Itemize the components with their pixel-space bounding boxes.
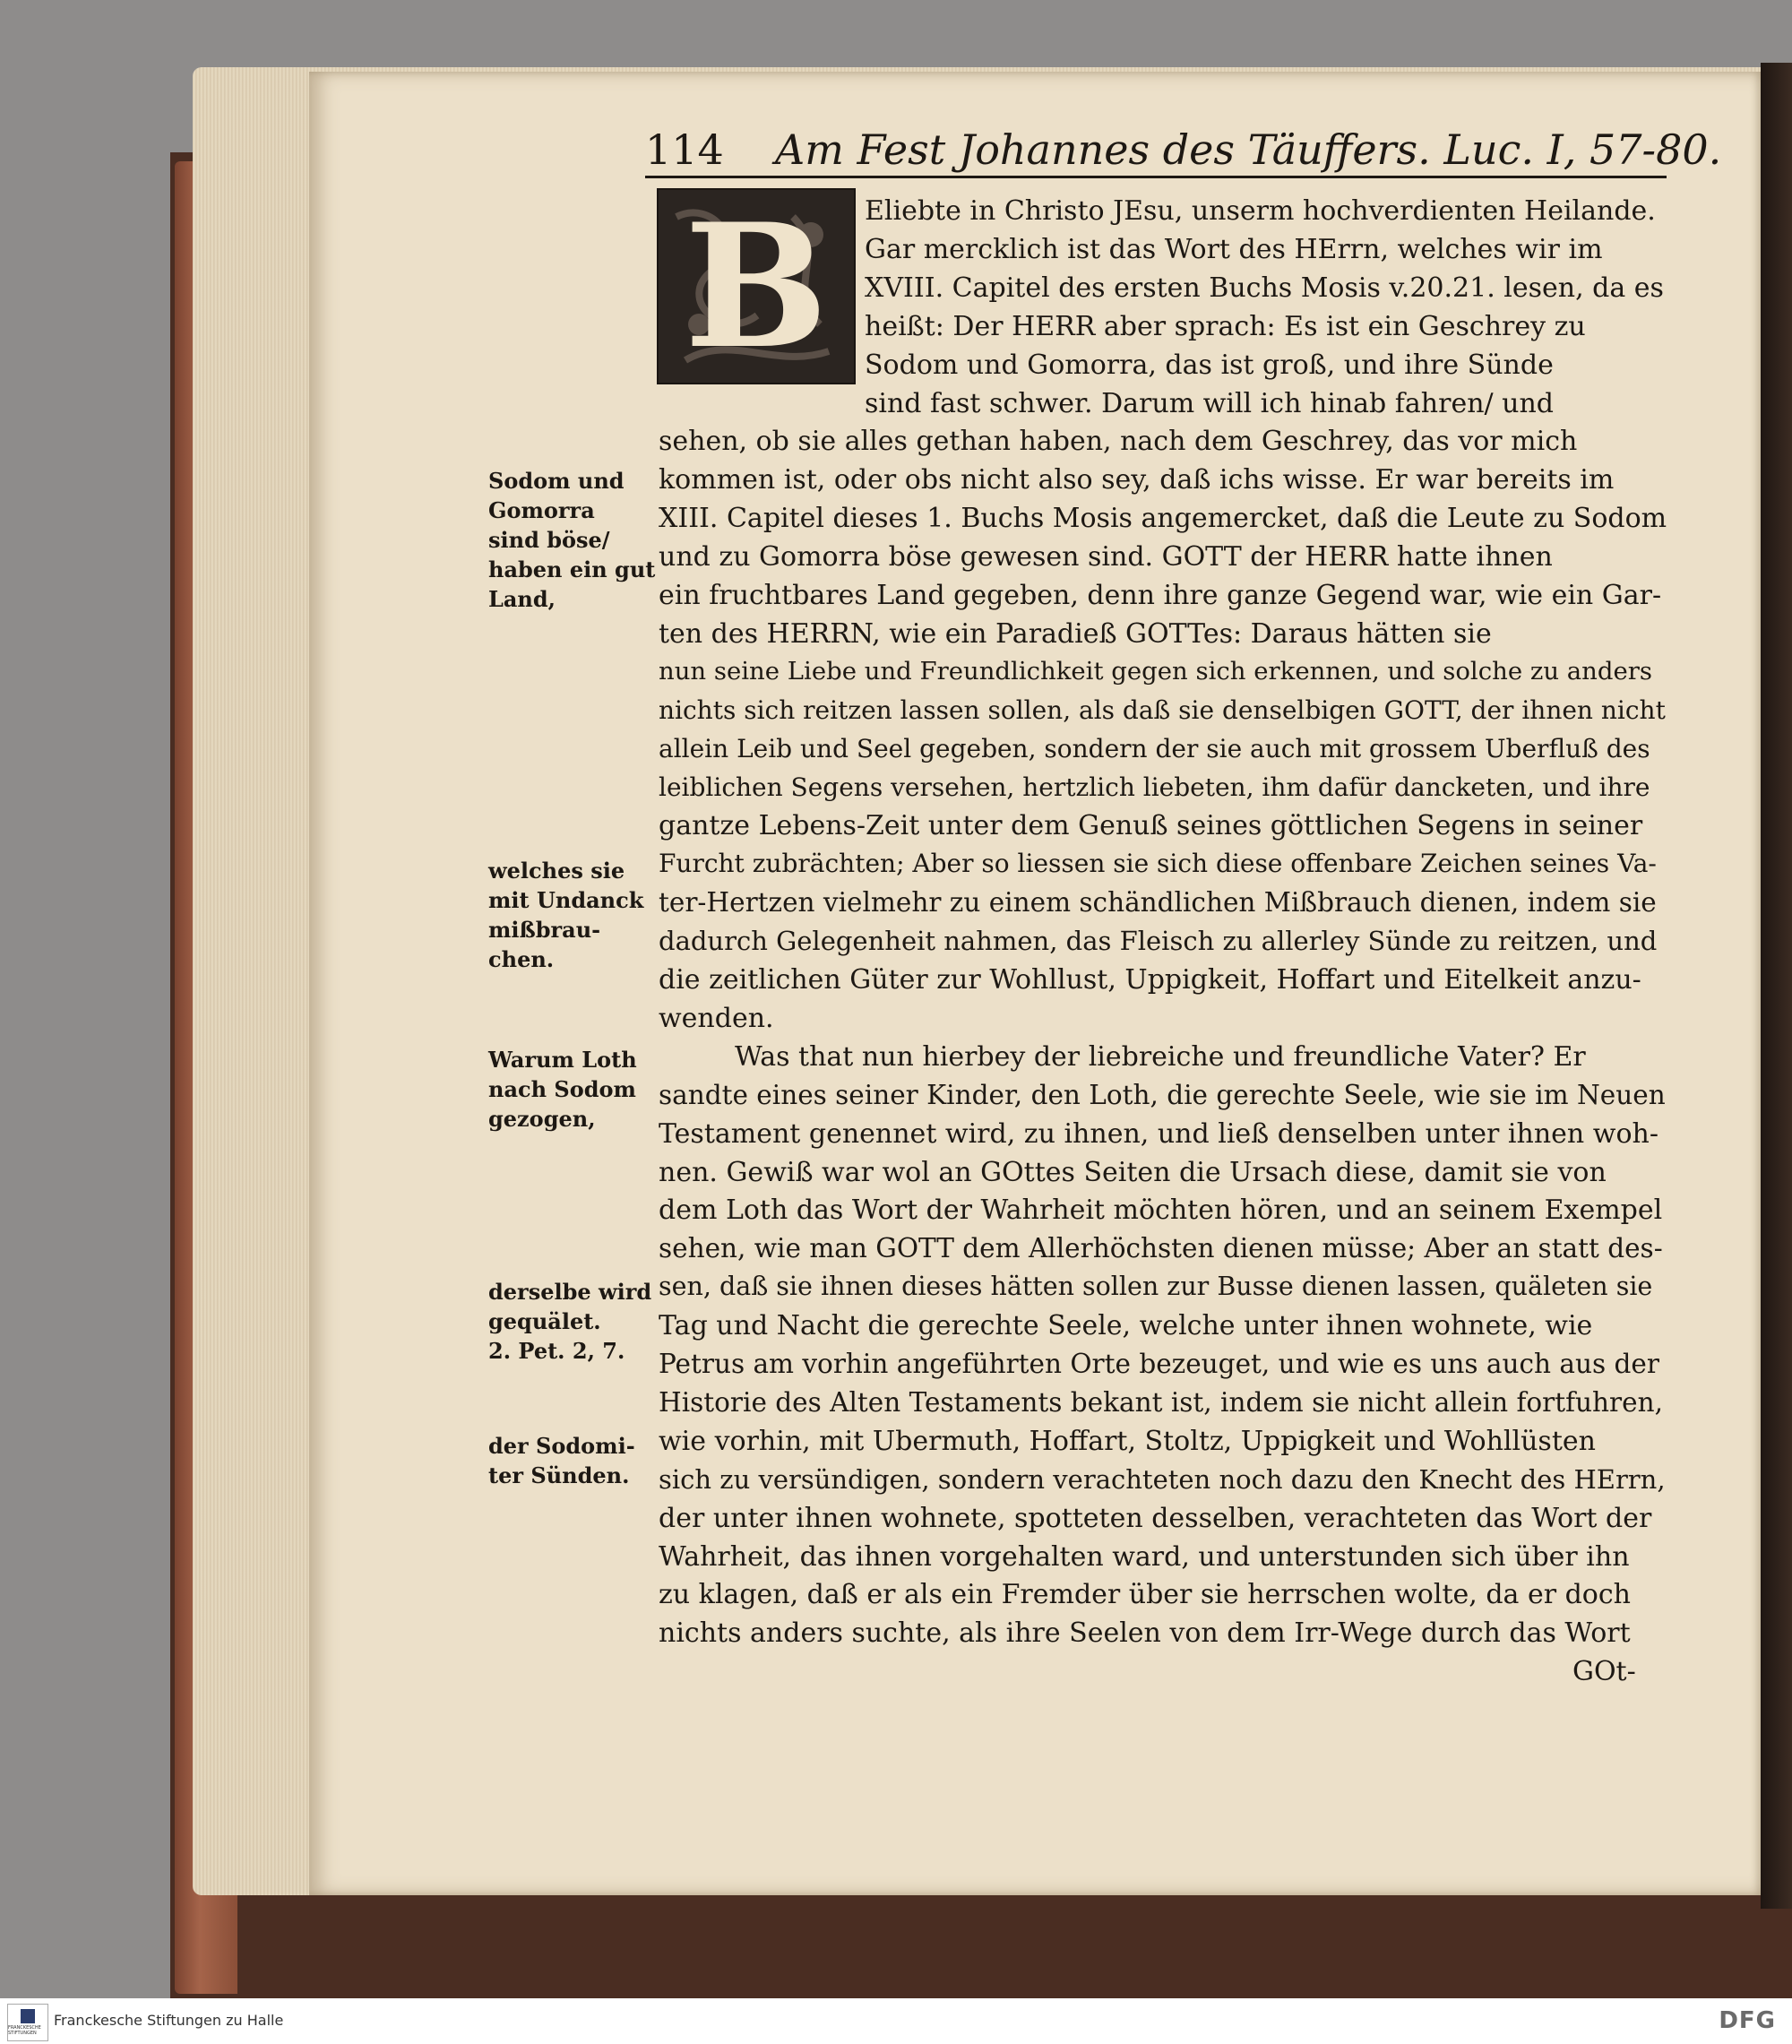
text-line: wie vorhin, mit Ubermuth, Hoffart, Stoltz, Uppigkeit und Wohllüsten bbox=[659, 1425, 1596, 1457]
text-line: sehen, wie man GOTT dem Allerhöchsten dienen müsse; Aber an statt des- bbox=[659, 1233, 1663, 1264]
text-line: kommen ist, oder obs nicht also sey, daß ichs wisse. Er war bereits im bbox=[659, 464, 1615, 496]
text-line: ten des HERRN, wie ein Paradieß GOTTes: Daraus hätten sie bbox=[659, 617, 1492, 650]
institution-logo[interactable] bbox=[7, 2004, 48, 2041]
dfg-logo: DFG bbox=[1719, 2007, 1776, 2034]
text-line: die zeitlichen Güter zur Wohllust, Uppigkeit, Hoffart und Eitelkeit anzu- bbox=[659, 964, 1641, 996]
margin-note-undanck: welches sie mit Undanck mißbrau- chen. bbox=[488, 858, 644, 972]
logo-caption: FRANCKESCHE STIFTUNGEN bbox=[8, 2025, 41, 2036]
text-line: Eliebte in Christo JEsu, unserm hochverdienten Heilande. bbox=[865, 195, 1656, 227]
text-line: der unter ihnen wohnete, spotteten desselben, verachteten das Wort der bbox=[659, 1502, 1652, 1534]
building-icon bbox=[21, 2009, 35, 2023]
margin-note-loth: Warum Loth nach Sodom gezogen, bbox=[488, 1047, 637, 1132]
text-line: Petrus am vorhin angeführten Orte bezeuget, und wie es uns auch aus der bbox=[659, 1349, 1659, 1379]
text-line: XIII. Capitel dieses 1. Buchs Mosis angemercket, daß die Leute zu Sodom bbox=[659, 503, 1667, 535]
header-rule bbox=[645, 176, 1667, 178]
text-line: ter-Hertzen vielmehr zu einem schändlichen Mißbrauch dienen, indem sie bbox=[659, 887, 1657, 919]
page-number: 114 bbox=[645, 125, 724, 174]
text-line: sind fast schwer. Darum will ich hinab fahren/ und bbox=[865, 387, 1555, 419]
text-line: leiblichen Segens versehen, hertzlich liebeten, ihm dafür dancketen, und ihre bbox=[659, 772, 1650, 802]
text-line: zu klagen, daß er als ein Fremder über sie herrschen wolte, da er doch bbox=[659, 1579, 1631, 1611]
text-line: allein Leib und Seel gegeben, sondern der sie auch mit grossem Uberfluß des bbox=[659, 733, 1650, 763]
text-line: sehen, ob sie alles gethan haben, nach dem Geschrey, das vor mich bbox=[659, 426, 1578, 458]
margin-note-gequaelet: derselbe wird gequälet. 2. Pet. 2, 7. bbox=[488, 1279, 652, 1364]
text-line: Furcht zubrächten; Aber so liessen sie sich diese offenbare Zeichen seines Va- bbox=[659, 849, 1657, 879]
text-line: Was that nun hierbey der liebreiche und freundliche Vater? Er bbox=[735, 1040, 1586, 1073]
text-line: Gar mercklich ist das Wort des HErrn, welches wir im bbox=[865, 233, 1603, 265]
text-line: ein fruchtbares Land gegeben, denn ihre ganze Gegend war, wie ein Gar- bbox=[659, 580, 1662, 611]
text-line: nen. Gewiß war wol an GOttes Seiten die Ursach diese, damit sie von bbox=[659, 1156, 1607, 1188]
text-line: Historie des Alten Testaments bekant ist, indem sie nicht allein fortfuhren, bbox=[659, 1386, 1663, 1418]
gutter-shadow bbox=[1761, 63, 1792, 1909]
footer-bar bbox=[0, 1998, 1792, 2044]
text-line: heißt: Der HERR aber sprach: Es ist ein Geschrey zu bbox=[865, 310, 1586, 342]
text-line: wenden. bbox=[659, 1002, 774, 1034]
text-line: dadurch Gelegenheit nahmen, das Fleisch zu allerley Sünde zu reitzen, und bbox=[659, 926, 1658, 957]
text-line: Sodom und Gomorra, das ist groß, und ihre Sünde bbox=[865, 349, 1554, 381]
institution-name[interactable]: Franckesche Stiftungen zu Halle bbox=[54, 2012, 284, 2029]
text-line: dem Loth das Wort der Wahrheit möchten hören, und an seinem Exempel bbox=[659, 1194, 1663, 1227]
margin-note-sodom: Sodom und Gomorra sind böse/ haben ein gut Land, bbox=[488, 468, 656, 612]
text-line: Tag und Nacht die gerechte Seele, welche unter ihnen wohnete, wie bbox=[659, 1310, 1593, 1342]
text-line: XVIII. Capitel des ersten Buchs Mosis v.20.21. lesen, da es bbox=[865, 272, 1664, 304]
text-line: nichts sich reitzen lassen sollen, als daß sie denselbigen GOTT, der ihnen nicht bbox=[659, 694, 1666, 725]
text-line: und zu Gomorra böse gewesen sind. GOTT der HERR hatte ihnen bbox=[659, 541, 1553, 574]
text-line: sen, daß sie ihnen dieses hätten sollen zur Busse dienen lassen, quäleten sie bbox=[659, 1272, 1653, 1302]
text-line: Testament genennet wird, zu ihnen, und ließ denselben unter ihnen woh- bbox=[659, 1117, 1658, 1150]
text-line: gantze Lebens-Zeit unter dem Genuß seines göttlichen Segens in seiner bbox=[659, 810, 1643, 842]
text-line: sandte eines seiner Kinder, den Loth, die gerechte Seele, wie sie im Neuen bbox=[659, 1079, 1666, 1110]
ornamental-initial bbox=[657, 188, 856, 384]
text-line: sich zu versündigen, sondern verachteten noch dazu den Knecht des HErrn, bbox=[659, 1463, 1666, 1495]
page-header-title: Am Fest Johannes des Täuffers. Luc. I, 57-80. bbox=[775, 125, 1722, 174]
text-line: nichts anders suchte, als ihre Seelen von dem Irr-Wege durch das Wort bbox=[659, 1617, 1631, 1650]
text-line: Wahrheit, das ihnen vorgehalten ward, und unterstunden sich über ihn bbox=[659, 1540, 1630, 1573]
running-header bbox=[645, 125, 1722, 179]
catchword: GOt- bbox=[1572, 1656, 1636, 1687]
margin-note-suenden: der Sodomi- ter Sünden. bbox=[488, 1433, 635, 1488]
text-line: nun seine Liebe und Freundlichkeit gegen sich erkennen, und solche zu anders bbox=[659, 656, 1653, 686]
dropcap-letter: B bbox=[684, 186, 829, 386]
